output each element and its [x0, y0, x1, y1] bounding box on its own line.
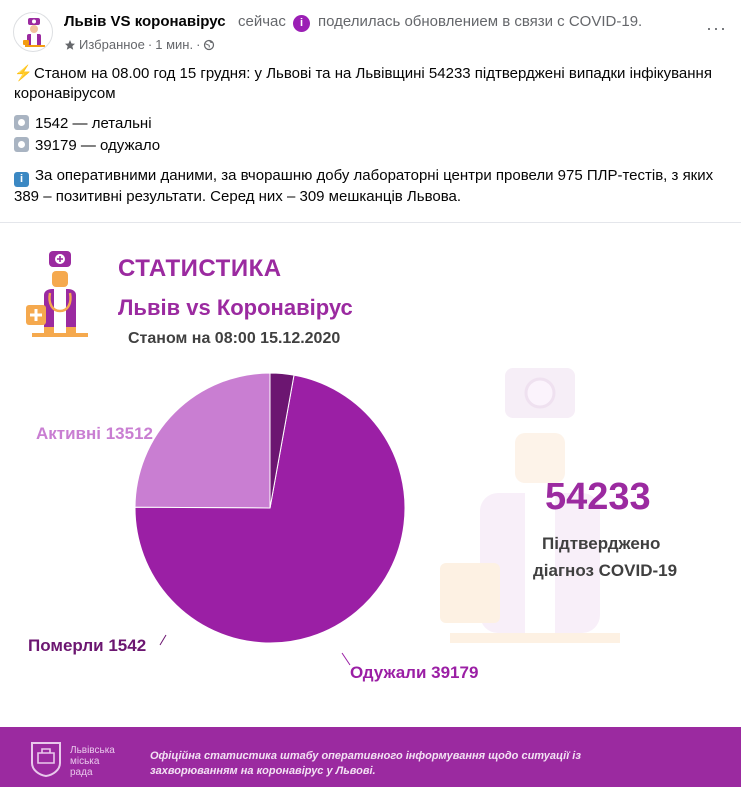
post-image-infographic[interactable] [0, 223, 741, 787]
pie-leader-recovered [342, 653, 350, 665]
covid-pie-chart [0, 373, 520, 703]
pie-label-active: Активні 13512 [36, 424, 153, 443]
pie-label-deaths: Померли 1542 [28, 636, 147, 655]
meta-separator-2: · [196, 37, 201, 52]
favorites-label[interactable]: Избранное [79, 37, 145, 52]
tests-text: За оперативними даними, за вчорашню добу лабораторні центри провели 975 ПЛР-тестів, з яких 389 – позитивні результати. Серед них – 309 мешканців Львова. [14, 167, 714, 205]
info-badge-icon: i [293, 15, 310, 32]
footer-logo-text [70, 745, 115, 778]
post-meta [64, 37, 215, 52]
post-paragraph-recovered [14, 136, 714, 156]
post-header [0, 0, 741, 60]
infographic-date: Станом на 08:00 15.12.2020 [128, 330, 341, 347]
confirmed-total: 54233 [545, 476, 651, 518]
page-name-link[interactable]: Львів VS коронавірус [64, 13, 226, 30]
post-paragraph-summary [14, 64, 714, 104]
pie-leader-deaths [160, 635, 166, 645]
page-avatar[interactable] [13, 12, 53, 52]
summary-text: Станом на 08.00 год 15 грудня: у Львові та на Львівщині 54233 підтверджені випадки інфікування коронавірусом [14, 65, 712, 102]
record-button-icon [14, 137, 29, 152]
confirmed-caption-line1: Підтверджено [542, 534, 661, 553]
footer-logo-line: рада [70, 767, 93, 778]
pie-slice-0 [135, 373, 270, 508]
post-time-word: сейчас [238, 13, 286, 30]
pie-label-recovered: Одужали 39179 [350, 663, 479, 682]
doctor-logo-icon [14, 13, 53, 52]
post-timestamp[interactable]: 1 мин. [155, 37, 194, 52]
information-icon: i [14, 172, 29, 187]
infographic-footer [0, 727, 741, 787]
infographic-title: СТАТИСТИКА [118, 255, 282, 282]
footer-logo-line: Львівська [70, 745, 115, 756]
record-button-icon [14, 115, 29, 130]
star-icon [64, 39, 76, 51]
post-paragraph-deaths [14, 114, 714, 134]
deaths-text: 1542 — летальні [35, 115, 152, 132]
confirmed-caption-line2: діагноз COVID-19 [533, 561, 678, 580]
doctor-illustration-icon [22, 247, 96, 357]
footer-logo-line: міська [70, 756, 100, 767]
lviv-coat-of-arms-icon [30, 741, 62, 777]
lightning-icon: ⚡ [14, 65, 33, 82]
more-options-button[interactable]: ··· [706, 18, 727, 38]
footer-disclaimer: Офіційна статистика штабу оперативного інформування щодо ситуації із захворюванням на коронавірус у Львові. [150, 750, 581, 777]
post-action-text: поделилась обновлением в связи с COVID-19. [318, 13, 643, 30]
infographic-subtitle: Львів vs Коронавірус [118, 295, 353, 320]
globe-icon[interactable] [203, 39, 215, 51]
meta-separator: · [147, 37, 153, 52]
post-paragraph-tests [14, 166, 714, 207]
recovered-text: 39179 — одужало [35, 137, 161, 154]
post-body [14, 64, 714, 217]
